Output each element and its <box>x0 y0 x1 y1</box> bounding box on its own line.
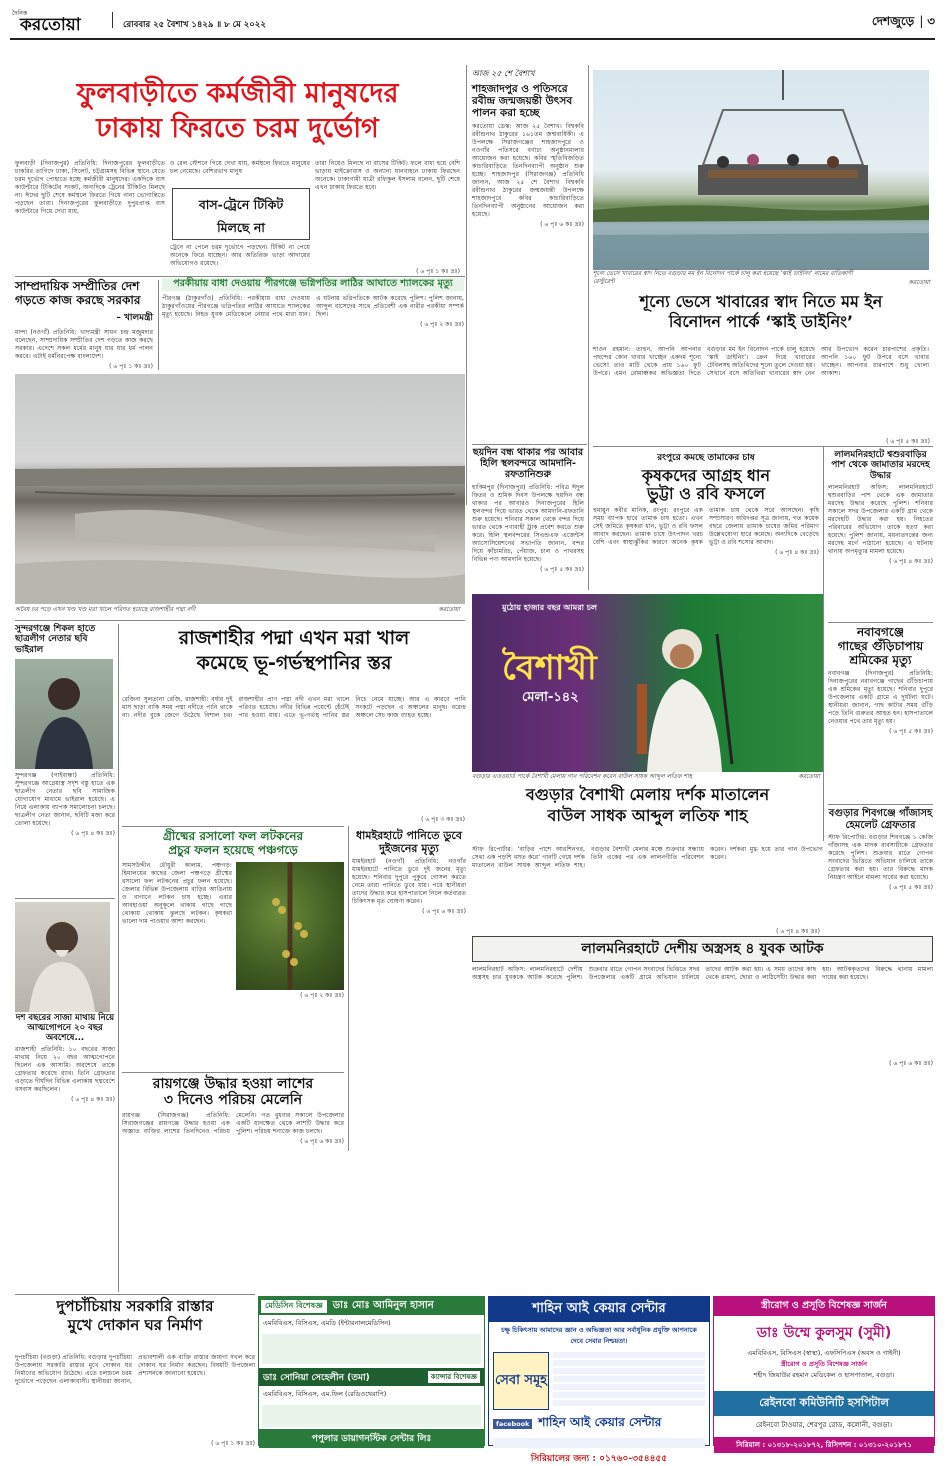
col-rule <box>158 280 159 370</box>
col-rule <box>466 65 467 505</box>
section-rule <box>593 446 933 447</box>
lychee-body: সামসউদ্দীন চৌধুরী কালাম, পঞ্চগড়: হিমালয়ের কাছের জেলা পঞ্চগড়ে গ্রীষ্মের রসালো ফল লটকনের প্রচুর ফলন হয়েছে। জেলার বিভিন্ন উপজেলায় বাড়ির আঙিনায় ও বাগানে লটকন চাষ হচ্ছে। এবার আবহাওয়া অনুকূলে থাকায় গাছে গাছে থোকায় থোকায় ঝুলছে লটকন। কৃষকরা ভালো দাম পাওয়ার আশা করছেন। <box>122 861 232 925</box>
col-rule <box>348 826 349 1151</box>
photo-sky-dining <box>593 70 929 270</box>
story-shahjadpur <box>472 68 584 443</box>
sky-dining-scene <box>593 70 929 270</box>
tobacco-headline-1: কৃষকদের আগ্রহ ধান <box>641 466 771 485</box>
shibganj-headline: বগুড়ার শিবগঞ্জে গাঁজাসহ হেমলেট গ্রেফতার <box>828 808 933 831</box>
medicine-doctor1: ডাঃ মোঃ আমিনুল হাসান <box>332 1299 434 1311</box>
section-rule <box>15 276 465 277</box>
eye-address-strip <box>493 1438 705 1448</box>
medicine-ad-band <box>262 1334 481 1364</box>
raiganj-continued: ( ৬ পৃঃ ৬ কঃ দ্রঃ) <box>300 1138 344 1146</box>
sundarganj-body: সুন্দরগঞ্জ (গাইবান্ধা) প্রতিনিধি: সুন্দরগঞ্জে আগ্নেয়াস্ত্র সদৃশ বস্তু হাতে এক ছাত্রলীগ নেতার ছবি সামাজিক যোগাযোগ মাধ্যমে ভাইরাল হয়েছে। এ নিয়ে এলাকায় ব্যাপক সমালোচনা চলছে। ছাত্রলীগ নেতা জানান, ছবিটি মজা করে তোলা হয়েছে। <box>15 772 115 828</box>
col-rule <box>588 65 589 590</box>
lychee-headline-2: প্রচুর ফলন হয়েছে পঞ্চগড়ে <box>168 842 298 857</box>
nawabganj-body: নবাবগঞ্জ (দিনাজপুর) প্রতিনিধি: দিনাজপুরের নবাবগঞ্জে গাছের গুঁড়িচাপায় এক শ্রমিকের মৃত্যু হয়েছে। শনিবার দুপুরে উপজেলার একটি গ্রামে এ দুর্ঘটনা ঘটে। স্থানীয়রা জানান, গাছ কাটার সময় গুঁড়ি পড়ে তিনি গুরুতর আহত হন। হাসপাতালে নেওয়ার পথে তার মৃত্যু হয়। <box>828 670 933 726</box>
eye-title: শাহিন আই কেয়ার সেন্টার <box>489 1297 709 1322</box>
section-rule <box>472 444 587 445</box>
gyne-address: রেইনবো টাওয়ার, শেরপুর রোড, কলোনী, বগুড়া। <box>755 1421 893 1429</box>
lead-body-col1: ফুলবাড়ী (দিনাজপুর) প্রতিনিধি: দিনাজপুরের ফুলবাড়ীতে চাকরির তাগিদে ঢাকা, সিলেট, চট্টগ্রামসহ বিভিন্ন স্থানে যেতে চরম দুর্ভোগ পোহাতে হচ্ছে কর্মজীবী মানুষদের। একদিকে বাস কাউন্টারে টিকিটের সংকট, অন্যদিকে ট্রেনের টিকিটও মিলছে না। ঈদের ছুটি শেষে কর্মস্থলে ফিরতে গিয়ে নানা ভোগান্তিতে পড়ছেন তারা। দিনাজপুরের ফুলবাড়ীতে দুপুরপ্রাপ্ত বাস কাউন্টারে গিয়ে দেখা যায়, <box>15 160 165 215</box>
medicine-footer: পপুলার ডায়াগনস্টিক সেন্টার লিঃ <box>259 1429 484 1448</box>
medicine-tag: মেডিসিন বিশেষজ্ঞ <box>261 1300 327 1313</box>
section-rule <box>122 826 344 827</box>
padma-headline-1: রাজশাহীর পদ্মা এখন মরা খাল <box>178 627 410 649</box>
sky-dining-headline-2: বিনোদন পার্কে ‘স্কাই ডাইনিং’ <box>668 312 854 332</box>
sky-dining-credit: করতোয়া <box>908 279 930 286</box>
medicine-ad-header-2 <box>259 1368 484 1386</box>
medicine-doctor2-tag: ক্যান্সার বিশেষজ্ঞ <box>428 1371 480 1383</box>
shibganj-continued: ( ৬ পৃঃ ৫ কঃ দ্রঃ) <box>889 884 933 891</box>
col-rule <box>823 446 824 841</box>
shibganj-body: স্টাফ রিপোর্টার: বগুড়ার শিবগঞ্জে ১ কেজি গাঁজাসহ এক মাদক ব্যবসায়ীকে গ্রেফতার করেছে পুলিশ। শুক্রবার রাতে গোপন সংবাদের ভিত্তিতে অভিযান চালিয়ে তাকে গ্রেফতার করা হয়। তার বিরুদ্ধে মাদক নিয়ন্ত্রণ আইনে মামলা দায়ের করা হয়েছে। <box>828 834 933 881</box>
story-lychee <box>122 830 344 1070</box>
story-hili <box>472 448 584 588</box>
sundarganj-headline: সুন্দরগঞ্জে শিকল হাতে ছাত্রলীগ নেতার ছবি ভাইরাল <box>15 624 96 655</box>
logo-small-text: দৈনিক <box>12 10 28 17</box>
tobacco-kicker: রংপুরে কমছে তামাকের চাষ <box>657 453 755 463</box>
pirganj-body: পীরগঞ্জ (ঠাকুরগাঁও) প্রতিনিধি: পরকীয়ায় বাধা দেওয়ায় ঠাকুরগাঁওয়ের পীরগঞ্জে ভগ্নিপতির লাঠির আঘাতে শ্যালকের মৃত্যু হয়েছে। নিহত যুবক মেডিকেলে নেয়ার পথে মারা যান। এ ঘটনায় ভগ্নিপতিকে আটক করেছে পুলিশ। পুলিশ জানায়, আব্দুল বাসেদের সাথে প্রতিবেশী এক নারীর পরকীয়া সম্পর্ক ছিল। <box>162 294 464 318</box>
baul-banner-big: বৈশাখী <box>502 648 597 688</box>
padma-headline <box>122 628 466 692</box>
dupchanchia-headline-1: দুপচাঁচিয়ায় সরকারি রাস্তার <box>56 1297 214 1315</box>
arms-headline-box <box>472 936 933 962</box>
section-label: দেশজুড়ে | ৩ <box>871 14 935 28</box>
gyne-detail: এমবিবিএস, বিসিএস (স্বাস্থ্য), এফসিপিএস (অবস ও গাইনী) <box>747 1349 901 1357</box>
col-rule <box>118 624 119 1292</box>
river-scene <box>15 374 465 604</box>
baul-banner-sub: মেলা-১৪২ <box>522 690 579 705</box>
medicine-ad-band-2 <box>262 1405 481 1427</box>
padma-continued: ( ৬ পৃঃ ৩ কঃ দ্রঃ) <box>421 816 465 823</box>
tobacco-body: হুমায়ুন কবীর মানিক, রংপুর: রংপুরে এক সময় ব্যাপক হারে তামাক চাষ হতো। এখন সেই জমিতে কৃষকরা ধান, ভুট্টা ও রবি ফসল আবাদ করছেন। তামাক চাষে উৎপাদন খরচ বেশি এবং স্বাস্থ্যঝুঁকির কারণে অনেক কৃষক তামাক চাষ থেকে সরে আসছেন। কৃষি সম্প্রসারণ অধিদপ্তর সূত্র জানায়, গত কয়েক বছরে জেলায় তামাক চাষের জমির পরিমাণ উল্লেখযোগ্য হারে কমেছে। অন্যদিকে বেড়েছে ভুট্টা ও রবি শস্যের আবাদ। <box>593 506 819 546</box>
nawabganj-headline-3: শ্রমিকের মৃত্যু <box>849 652 912 667</box>
lychee-continued: ( ৬ পৃঃ ২ কঃ দ্রঃ) <box>300 991 344 999</box>
pullquote-line-1: বাস-ট্রেনে টিকিট <box>198 197 284 212</box>
dupchanchia-headline-2: মুখে দোকান ঘর নির্মাণ <box>67 1316 203 1335</box>
raiganj-headline-2: ৩ দিনেও পরিচয় মেলেনি <box>163 1092 303 1109</box>
baul-banner-small: মুঠোয় হাজার বছর আমরা চল <box>502 603 597 612</box>
pirganj-continued: ( ৬ পৃঃ ২ কঃ দ্রঃ) <box>420 320 464 328</box>
drown-headline: ধামইরহাটে পানিতে ডুবে দুইজনের মৃত্যু <box>356 829 462 855</box>
baul-body: স্টাফ রিপোর্টার: ‘বাড়ির পাশে আরশিনগর, সেথা এক পড়শি বসত করে’ গানটি গেয়ে দর্শক মাতালেন বাউল সাধক আব্দুল লতিফ শাহ। বগুড়ার বৈশাখী মেলার মঞ্চে শুক্রবার সন্ধ্যায় তিনি একের পর এক লালনগীতি পরিবেশন করেন। দর্শকরা মুগ্ধ হয়ে তার গান উপভোগ করেন। <box>472 846 823 869</box>
river-caption: অবৈধ চর পড়ে এখন খণ্ড খণ্ড মরা খালে পরিণত হয়েছে রাজশাহীর পদ্মা নদী <box>15 606 196 613</box>
facebook-icon[interactable]: facebook <box>493 1419 532 1429</box>
baul-continued: ( ৬ পৃঃ ৪ কঃ দ্রঃ) <box>776 928 820 935</box>
story-raiganj <box>122 1076 344 1216</box>
communal-headline: সাম্প্রদায়িক সম্প্রীতির দেশ গড়তে কাজ করছে সরকার <box>15 279 141 307</box>
drown-body: ধামইরহাট (নওগাঁ) প্রতিনিধি: নওগাঁর ধামইরহাটে পানিতে ডুবে দুই জনের মৃত্যু হয়েছে। শনিবার দুপুরে পুকুরে গোসল করতে নেমে তারা পানিতে ডুবে যায়। পরে স্থানীয়রা তাদের উদ্ধার করে হাসপাতালে নিলে কর্তব্যরত চিকিৎসক মৃত ঘোষণা করেন। <box>352 858 466 906</box>
section-rule <box>15 1294 255 1295</box>
story-missing <box>15 1014 115 1294</box>
nawabganj-headline-2: গাছের গুঁড়িচাপায় <box>837 638 924 653</box>
sky-dining-headline <box>593 293 929 343</box>
nawabganj-continued: ( ৬ পৃঃ ৫ কঃ দ্রঃ) <box>889 728 933 736</box>
lalmonirhat-body-headline: লালমনিরহাটে শ্বশুরবাড়ির পাশ থেকে জামাতার মরদেহ উদ্ধার <box>831 450 930 481</box>
lalmonirhat-body-continued: ( ৬ পৃঃ ৪ কঃ দ্রঃ) <box>889 558 933 566</box>
sundarganj-continued: ( ৬ পৃঃ ৪ কঃ দ্রঃ) <box>71 830 115 838</box>
lead-headline <box>15 78 460 158</box>
ad-gynecology[interactable] <box>713 1296 935 1449</box>
gyne-detail-3: শহীদ জিয়াউর রহমান মেডিকেল ও হাসপাতাল, বগুড়া। <box>753 1371 895 1379</box>
hili-body: হাকিমপুর (দিনাজপুর) প্রতিনিধি: পবিত্র ঈদুল ফিতর ও শ্রমিক দিবস উপলক্ষে ছয়দিন বন্ধ থাকার পর আবারও দিনাজপুরের হিলি স্থলবন্দর দিয়ে ভারত থেকে আমদানি-রফতানি শুরু হয়েছে। শনিবার সকাল থেকে বন্দর দিয়ে ভারত থেকে পণ্যবাহী ট্রাক প্রবেশ করতে শুরু করে। হিলি স্থলবন্দরের সিএন্ডএফ এজেন্টস অ্যাসোসিয়েশনের সভাপতি জানান, বন্দর দিয়ে কাঁচামরিচ, পেঁয়াজ, চাল ও পাথরসহ বিভিন্ন পণ্য আমদানি হয়েছে। <box>472 483 584 563</box>
arms-headline: লালমনিরহাটে দেশীয় অস্ত্রসহ ৪ যুবক আটক <box>581 941 824 957</box>
dupchanchia-continued: ( ৬ পৃঃ ১ কঃ দ্রঃ) <box>211 1440 255 1447</box>
pirganj-headline: পরকীয়ায় বাধা দেওয়ায় পীরগঞ্জে ভগ্নিপতির লাঠির আঘাতে শ্যালকের মৃত্যু <box>162 278 464 291</box>
lychee-tree <box>236 862 344 990</box>
section-name: দেশজুড়ে <box>871 14 915 28</box>
medicine-ad-header <box>259 1297 484 1315</box>
river-credit: করতোয়া <box>438 606 460 613</box>
section-rule <box>15 898 115 899</box>
tobacco-continued: ( ৬ পৃঃ ৪ কঃ দ্রঃ) <box>775 548 819 556</box>
date-bar <box>112 12 402 28</box>
raiganj-headline-1: রায়গঞ্জে উদ্ধার হওয়া লাশের <box>152 1076 314 1092</box>
lalmonirhat-body-text: লালমনিরহাট অফিস: লালমনিরহাটে শ্বশুরবাড়ির পাশ থেকে এক জামাতার মরদেহ উদ্ধার করেছে পুলিশ। শনিবার সকালে সদর উপজেলার একটি গ্রাম থেকে মরদেহটি উদ্ধার করা হয়। নিহতের পরিবারের অভিযোগ তাকে হত্যা করা হয়েছে। পুলিশ জানায়, ময়নাতদন্তের জন্য মরদেহ মর্গে পাঠানো হয়েছে। এ ঘটনায় থানায় অপমৃত্যুর মামলা হয়েছে। <box>828 484 933 556</box>
gyne-doctor: ডাঃ উম্মে কুলসুম (সুমী) <box>756 1325 892 1341</box>
tobacco-headline-2: ভুট্টা ও রবি ফসলে <box>646 484 766 504</box>
medicine-doctor2-detail: এমবিবিএস, বিসিএস, এম.ফিল (রেডিওথেরাপি) <box>263 1390 387 1398</box>
arms-continued: ( ৬ পৃঃ ৬ কঃ দ্রঃ) <box>889 1060 933 1067</box>
story-shibganj <box>828 808 933 933</box>
padma-body: রেজিনা সুলতানা রেজি, রাজশাহী: বর্ষার দুই মাস ছাড়া বাকি সময় পদ্মা নদীতে পানি থাকে না। নদীর বুকে জেগে উঠেছে বিশাল চর। রাজশাহীর প্রাণ পদ্মা নদী এখন মরা খালে পরিণত হয়েছে। নদীর বিভিন্ন পয়েন্টে হেঁটেই পার হওয়া যায়। এতে ভূ-গর্ভস্থ পানির স্তর নিচে নেমে যাচ্ছে। আর এ কারণে পানি সংকটে পড়ছেন এ অঞ্চলের মানুষ। বরেন্দ্র অঞ্চলে সেচ কাজ ব্যাহত হচ্ছে। <box>122 696 466 719</box>
pullquote-line-2: মিলছে না <box>217 220 265 235</box>
drown-continued: ( ৬ পৃঃ ৬ কঃ দ্রঃ) <box>422 908 466 916</box>
lychee-headline-1: গ্রীষ্মের রসালো ফল লটকনের <box>162 829 304 843</box>
gyne-hospital: রেইনবো কমিউনিটি হসপিটাল <box>714 1391 934 1416</box>
photo-sundarganj-leader <box>15 659 113 769</box>
dupchanchia-body: দুপচাঁচিয়া (বগুড়া) প্রতিনিধি: বগুড়ার দুপচাঁচিয়া উপজেলায় সরকারি রাস্তার মুখে দোকান ঘর নির্মাণের অভিযোগ উঠেছে। এতে চলাচলে চরম দুর্ভোগে পড়েছেন এলাকাবাসী। স্থানীয়রা জানান, প্রভাবশালী এক ব্যক্তি রাস্তার জায়গা দখল করে দোকান ঘর নির্মাণ করছেন। বিষয়টি উপজেলা প্রশাসনকে জানানো হয়েছে। <box>15 1354 255 1385</box>
photo-lychee <box>236 862 344 990</box>
photo-baul <box>472 594 823 772</box>
sky-dining-body: শাওন রহমান: তাহুন, আপনি আপনার পছন্দের কোন খাবার খাচ্ছেন একদম শূন্যে ভেসে! তাও মাটি থেকে প্রায় ১৬০ ফুট উপরে। এমন রোমাঞ্চকর অভিজ্ঞতা দিতে বগুড়ার মম ইন বিনোদন পার্কে চালু হয়েছে ‘স্কাই ডাইনিং’। ক্রেন দিয়ে খাবারের টেবিলসহ অতিথিদের শূন্যে তুলে দেওয়া হয়। সেখানে বসে অতিথিরা খাবারের স্বাদ নেন আর উপভোগ করেন চারপাশের প্রকৃতি। আপনি ১৬০ ফুট উপরে বসে খাবার খাচ্ছেন। আপনার চারপাশে শুধু খোলা আকাশ। <box>593 346 929 377</box>
lead-continued: ( ৬ পৃঃ ১ কঃ দ্রঃ) <box>416 268 460 275</box>
issue-date: রোববার ২৫ বৈশাখ ১৪২৯ ॥ ৮ মে ২০২২ <box>123 20 266 30</box>
lead-pullquote <box>172 188 310 240</box>
person-silhouette <box>15 902 110 1012</box>
baul-headline-2: বাউল সাধক আব্দুল লতিফ শাহ <box>547 806 748 826</box>
communal-attribution: – খালমন্ত্রী <box>116 312 153 323</box>
section-rule <box>828 804 933 805</box>
medicine-doctor2: ডাঃ সোনিয়া সেহেলীন (তমা) <box>263 1372 370 1383</box>
sky-dining-continued: ( ৬ পৃঃ ৫ কঃ দ্রঃ) <box>886 438 930 445</box>
eye-footer-title: শাহিন আই কেয়ার সেন্টার <box>538 1415 662 1429</box>
nawabganj-headline-1: নবাবগঞ্জে <box>857 625 904 639</box>
communal-continued: ( ৬ পৃঃ ১ কঃ দ্রঃ) <box>109 362 153 370</box>
lead-headline-line-1: ফুলবাড়ীতে কর্মজীবী মানুষদের <box>76 78 399 109</box>
sky-dining-headline-1: শূন্যে ভেসে খাবারের স্বাদ নিতে মম ইন <box>639 292 883 311</box>
lead-body-col2: ও রেল স্টেশনে গিয়ে দেখা যায়, কর্মস্থলে ফিরতে মানুষের চল নেমেছে। বেশিরভাগ মানুষ <box>170 160 310 175</box>
sky-dining-caption: শূন্যে ভেসে খাবারের স্বাদ নিতে বগুড়ার মম ইন বিনোদন পার্কে চালু করা হয়েছে ‘স্কাই ডাইনিং’ নামের বাতিকাণী রেস্টুরেন্ট <box>593 270 853 285</box>
story-lalmonirhat-body <box>828 450 933 618</box>
story-drown <box>352 830 466 1150</box>
communal-body: মান্দা (নওগাঁ) প্রতিনিধি: খাদ্যমন্ত্রী সাধন চন্দ্র মজুমদার বলেছেন, সাম্প্রদায়িক সম্প্রীতির দেশ গড়তে কাজ করছে সরকার। এদেশে সকল ধর্মের মানুষ যার যার ধর্ম পালন করবে। এটাই ধর্মনিরপেক্ষ বাংলাদেশ। <box>15 328 153 360</box>
section-rule <box>15 620 465 621</box>
story-pirganj <box>162 278 464 370</box>
shahjadpur-kicker: আজ ২৫ শে বৈশাখ <box>472 69 535 78</box>
medicine-doctor1-detail: এমবিবিএস, বিসিএস, এমডি (ইন্টারনালমেডিসিন) <box>263 1319 391 1327</box>
missing-continued: ( ৬ পৃঃ ৪ কঃ দ্রঃ) <box>71 1096 115 1104</box>
masthead <box>0 0 945 40</box>
hili-continued: ( ৬ পৃঃ ৫ কঃ দ্রঃ) <box>540 565 584 573</box>
person-silhouette <box>15 659 113 769</box>
page-number: ৩ <box>927 14 935 28</box>
baul-singer <box>472 594 823 772</box>
baul-caption: বগুড়ার এডওয়ার্ড পার্কে বৈশাখী মেলায় গান পরিবেশন করেন বাউল সাধক আব্দুল লতিফ শাহ <box>472 773 693 780</box>
missing-body: রাজশাহী প্রতিনিধি: ১০ বছরের সাজা মাথায় নিয়ে ২০ বছর আত্মগোপনে ছিলেন এক আসামি। অবশেষে তাকে গ্রেফতার করেছে র‍্যাব। তিনি গ্রেফতার এড়াতে দীর্ঘদিন বিভিন্ন এলাকায় ছদ্মবেশে বসবাস করছিলেন। <box>15 1046 115 1094</box>
eye-tagline: চক্ষু চিকিৎসায় আমাদের জ্ঞান ও অভিজ্ঞতা আর সর্বাধুনিক প্রযুক্তি আপনাকে দেবে সেবার নিশ্চয়তা। <box>501 1326 697 1345</box>
hili-headline: ছয়দিন বন্ধ থাকার পর আবার হিলি স্থলবন্দরে আমদানি-রফতানিশুরু <box>472 447 584 480</box>
lead-body-col3: তারা নিয়েও মিলছে না বাসের টিকিট। ফলে বাধ্য হয়ে বেশি ভাড়ায় মাইক্রোবাস ও অন্যান্য যানবাহনে ঢাকায় ফিরছেন অনেকে। ঢাকাগামী যাত্রী রফিকুল ইসলাম বলেন, ছুটি শেষে এখন ঢাকায় ফিরতে হবে। <box>315 160 460 191</box>
missing-headline: দশ বছরের সাজা মাথায় নিয়ে আত্মগোপনে ২০ বছর অবশেষে... <box>15 1013 115 1043</box>
eye-services-list <box>553 1352 705 1408</box>
gyne-tag: স্ত্রীরোগ ও প্রসূতি বিশেষজ্ঞ সার্জন <box>714 1297 934 1316</box>
gyne-detail-2: স্ত্রীরোগ ও প্রসূতি বিশেষজ্ঞ সার্জন <box>781 1360 867 1368</box>
photo-padma-river <box>15 374 465 604</box>
eye-seva: সেবা সমূহ <box>494 1372 548 1388</box>
baul-credit: করতোয়া <box>798 773 820 780</box>
story-nawabganj <box>828 626 933 801</box>
eye-serial: সিরিয়ালের জন্য : ০১৭৬০-৩৫৪৪৫৫ <box>530 1454 668 1464</box>
masthead-rule <box>10 38 935 40</box>
raiganj-body: রায়গঞ্জ (সিরাজগঞ্জ) প্রতিনিধি: সিরাজগঞ্জের রায়গঞ্জে উদ্ধার হওয়া এক অজ্ঞাত ব্যক্তির লাশের তিনদিনেও পরিচয় মেলেনি। গত বুধবার সকালে উপজেলার একটি ধানক্ষেত থেকে লাশটি উদ্ধার করে পুলিশ। পরিচয় শনাক্তে কাজ চলছে। <box>122 1112 344 1136</box>
section-rule <box>828 622 933 623</box>
shahjadpur-headline: শাহজাদপুর ও পতিসরে রবীন্দ্র জন্মজয়ন্তী উৎসব পালন করা হচ্ছে <box>472 83 573 120</box>
lead-headline-line-2: ঢাকায় ফিরতে চরম দুর্ভোগ <box>96 113 379 145</box>
section-rule <box>122 1072 344 1073</box>
arms-body: লালমনিরহাট অফিস: লালমনিরহাটে দেশীয় অস্ত্রসহ চার যুবককে আটক করেছে পুলিশ। শুক্রবার রাতে গোপন সংবাদের ভিত্তিতে সদর উপজেলার একটি গ্রামে অভিযান চালিয়ে তাদের আটক করা হয়। এ সময় তাদের কাছ থেকে রামদা, ছোরা ও লাঠিসোঁটা উদ্ধার করা হয়। আটককৃতদের বিরুদ্ধে থানায় মামলা দায়ের করা হয়েছে। <box>472 966 933 981</box>
lead-body-bottom: ট্রেনে না পেলে চরম দুর্ভোগে পড়ছেন। টিকিট না পেয়ে অনেকে ফিরে যাচ্ছেন। আর অতিরিক্ত ভাড়া আদায়ের অভিযোগও রয়েছে। <box>170 244 310 267</box>
gyne-phone: সিরিয়াল : ০১৩১৮-২০১৮৭২, রিসিপশন : ০১৩১০-২০১৮৭১ <box>714 1437 934 1453</box>
baul-headline <box>472 786 823 842</box>
shahjadpur-body: করতোয়া ডেস্ক: আজ ২৫ বৈশাখ। বিশ্বকবি রবীন্দ্রনাথ ঠাকুরের ১৬১তম জন্মবার্ষিকী। এ উপলক্ষে সিরাজগঞ্জের শাহজাদপুরে ও নওগাঁর পতিসরে বর্ণাঢ্য অনুষ্ঠানমালার আয়োজন করা হয়েছে। কবির স্মৃতিবিজড়িত কাচারিবাড়িতে তিনদিনব্যাপী অনুষ্ঠান শুরু হচ্ছে। শাহজাদপুর (সিরাজগঞ্জ) প্রতিনিধি জানান, আজ ২৫ শে বৈশাখ বিশ্বকবি রবীন্দ্রনাথ ঠাকুরের জন্মজয়ন্তী উপলক্ষে শাহজাদপুরে কবির কাচারিবাড়িতে তিনদিনব্যাপী অনুষ্ঠানের আয়োজন করা হয়েছে। <box>472 123 584 219</box>
logo-text: করতোয়া <box>20 15 81 35</box>
eye-seva-box <box>493 1352 549 1410</box>
ad-eye-care[interactable] <box>488 1296 710 1464</box>
shahjadpur-continued: ( ৬ পৃঃ ৬ কঃ দ্রঃ) <box>540 221 584 229</box>
story-sundarganj <box>15 624 115 894</box>
padma-headline-2: কমেছে ভূ-গর্ভস্থপানির স্তর <box>196 651 392 674</box>
dupchanchia-headline <box>15 1298 255 1352</box>
story-tobacco <box>593 450 819 590</box>
photo-convict <box>15 902 110 1012</box>
baul-headline-1: বগুড়ার বৈশাখী মেলায় দর্শক মাতালেন <box>525 785 770 804</box>
newspaper-logo[interactable] <box>12 8 112 35</box>
ad-medicine[interactable] <box>258 1296 485 1446</box>
